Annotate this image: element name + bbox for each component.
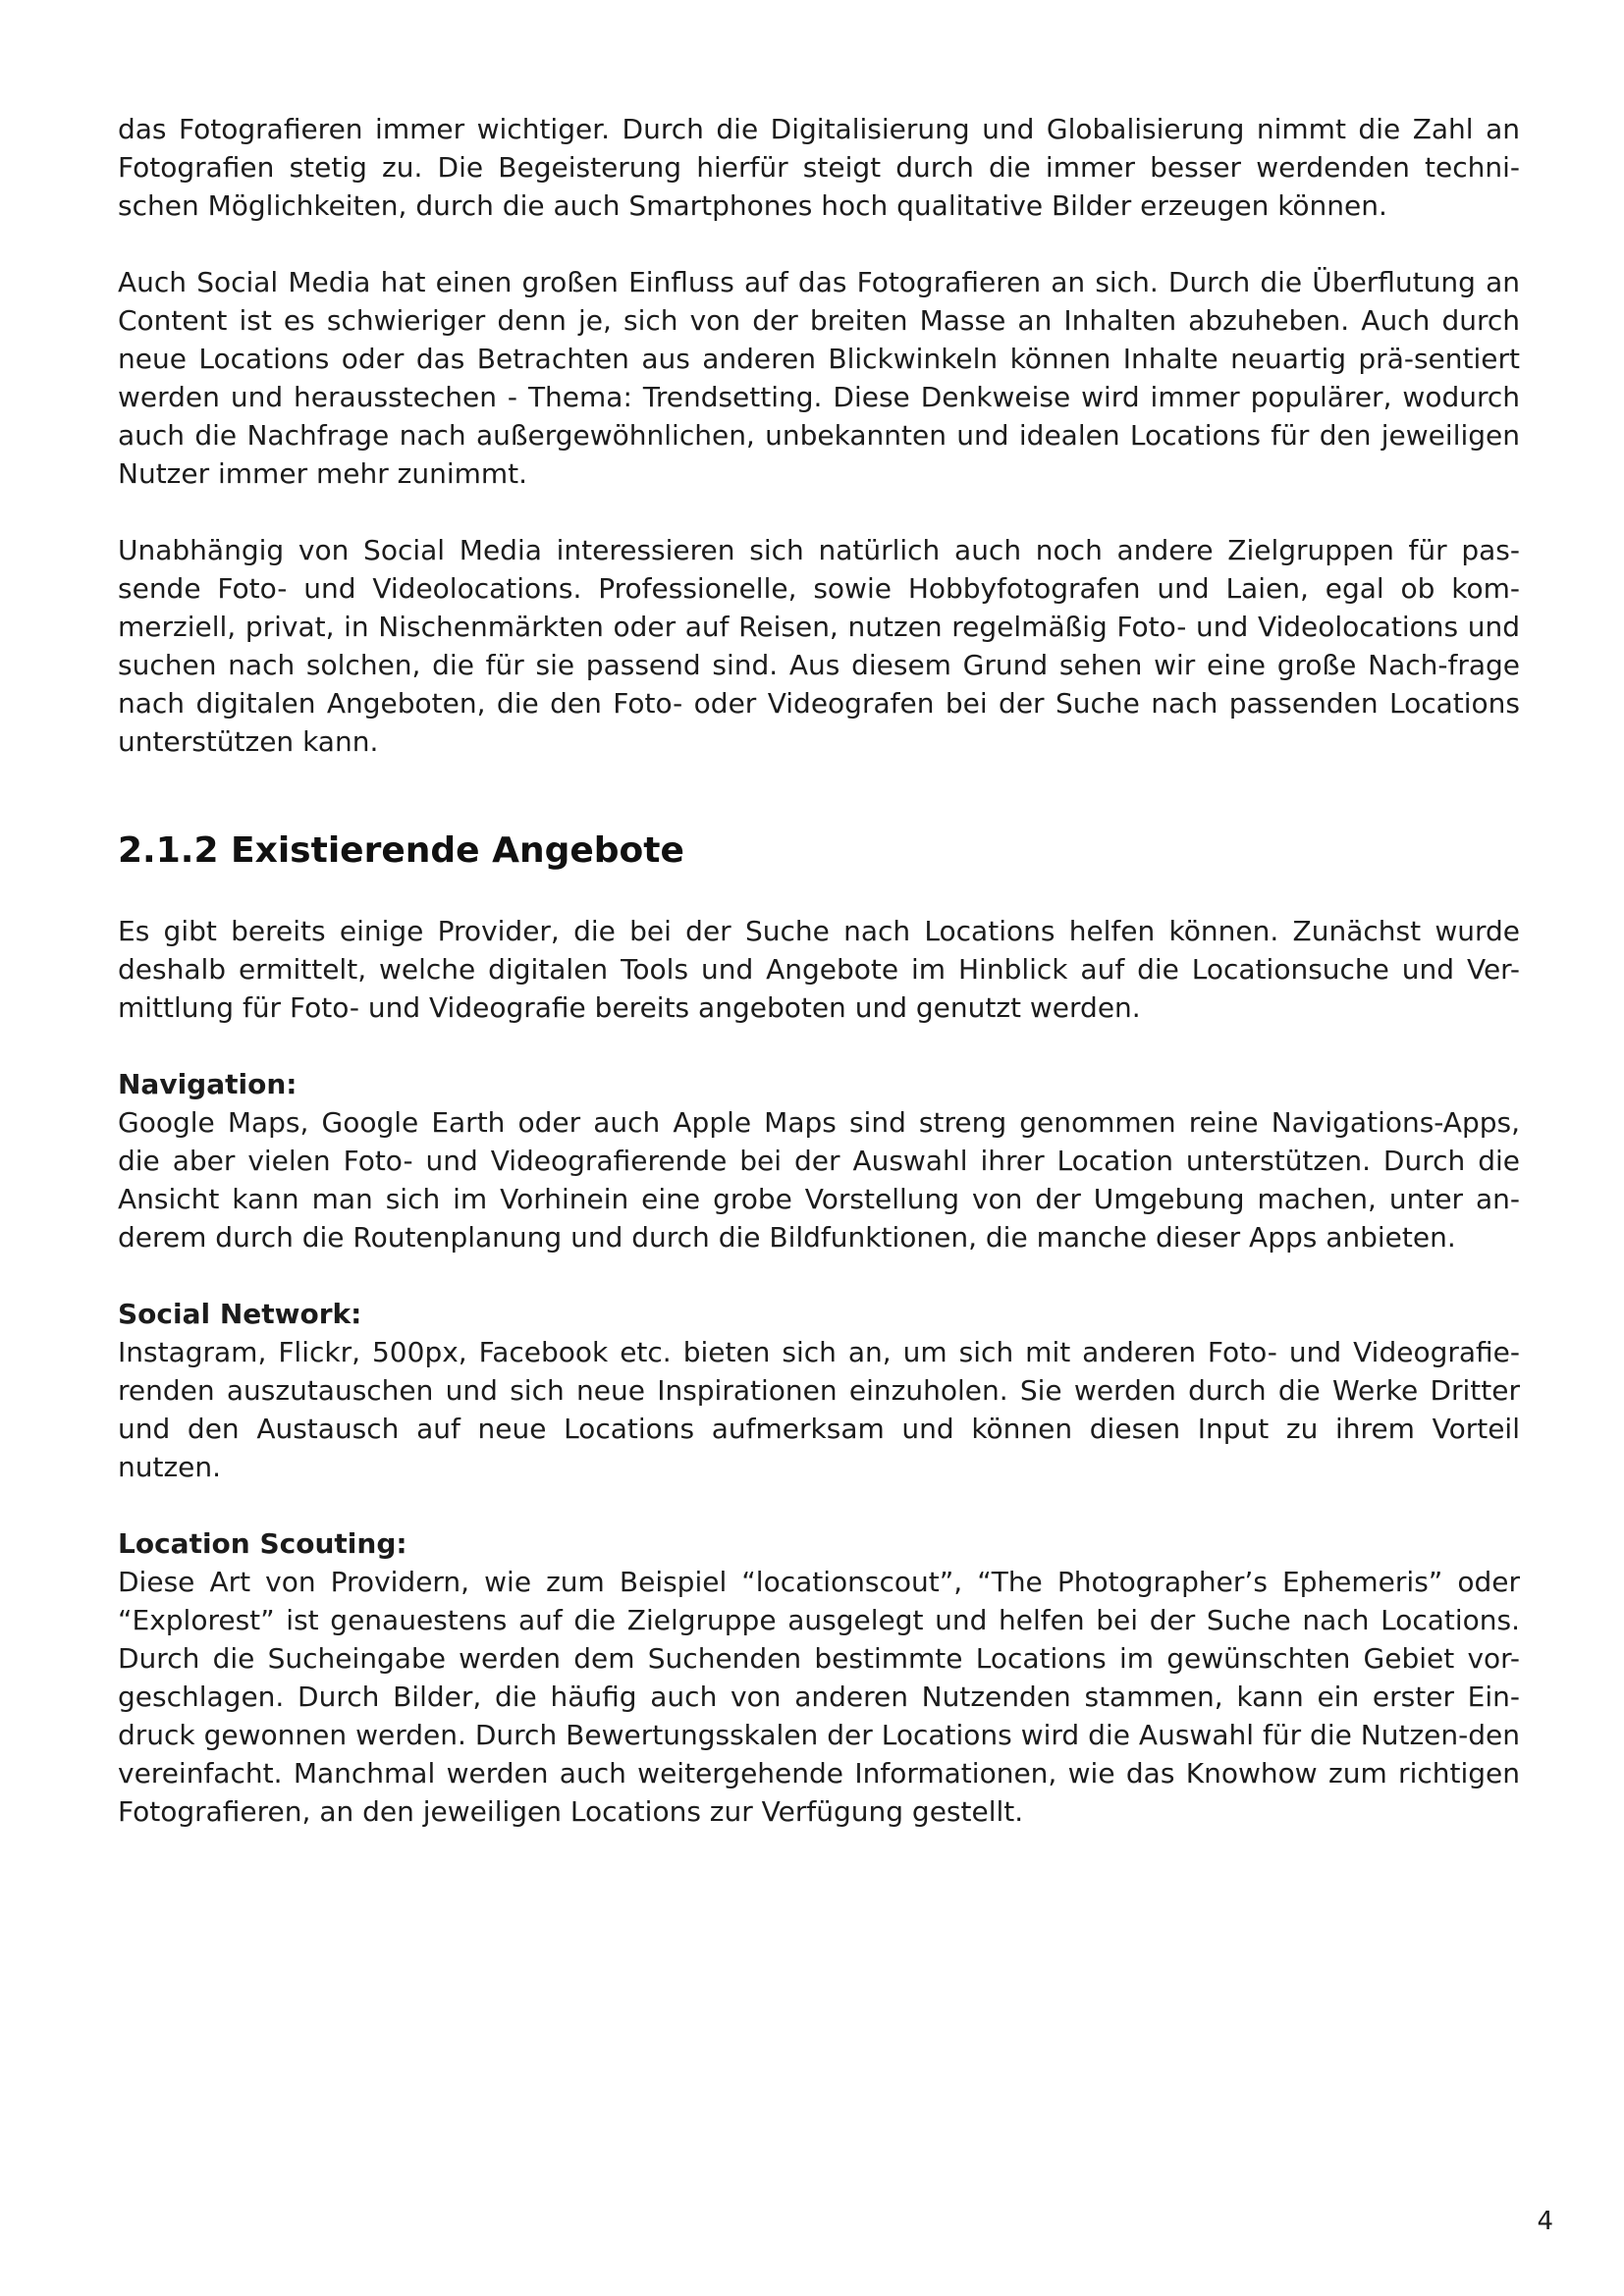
paragraph-existing-offers-intro: Es gibt bereits einige Provider, die bei der Suche nach Locations helfen können. Zunächst wurde deshalb ermittelt, welche digitalen Tools und Angebote im Hinblick auf die Locationsuche und Ver-mittlung für Foto- und Videografie bereits angeboten und genutzt werden.	[118, 915, 1520, 1024]
paragraph-social-network: Instagram, Flickr, 500px, Facebook etc. bieten sich an, um sich mit anderen Foto- und Videografie-renden auszutauschen und sich neue Inspirationen einzuholen. Sie werden durch die Werke Dritter und den Austausch auf neue Locations aufmerksam und können diesen Input zu ihrem Vorteil nutzen.	[118, 1336, 1520, 1483]
paragraph-spacer	[118, 1486, 1520, 1524]
paragraph-spacer	[118, 493, 1520, 531]
subheading-social-network: Social Network:	[118, 1298, 362, 1330]
subheading-location-scouting: Location Scouting:	[118, 1527, 407, 1560]
section-heading: 2.1.2 Existierende Angebote	[118, 830, 684, 871]
paragraph-spacer	[118, 225, 1520, 263]
paragraph-digitalization: das Fotografieren immer wichtiger. Durch die Digitalisierung und Globalisierung nimmt die Zahl an Fotografien stetig zu. Die Begeisterung hierfür steigt durch die immer besser werdenden techni-schen Möglichkeiten, durch die auch Smartphones hoch qualitative Bilder erzeugen können.	[118, 113, 1520, 222]
paragraph-location-scouting: Diese Art von Providern, wie zum Beispiel “locationscout”, “The Photographer’s Ephemeris” oder “Explorest” ist genauestens auf die Zielgruppe ausgelegt und helfen bei der Suche nach Locations. Durch die Sucheingabe werden dem Suchenden bestimmte Locations im gewünschten Gebiet vor-geschlagen. Durch Bilder, die häufig auch von anderen Nutzenden stammen, kann ein erster Ein-druck gewonnen werden. Durch Bewertungsskalen der Locations wird die Auswahl für die Nutzen-den vereinfacht. Manchmal werden auch weitergehende Informationen, wie das Knowhow zum richtigen Fotografieren, an den jeweiligen Locations zur Verfügung gestellt.	[118, 1566, 1520, 1828]
paragraph-social-media: Auch Social Media hat einen großen Einfluss auf das Fotografieren an sich. Durch die Überflutung an Content ist es schwieriger denn je, sich von der breiten Masse an Inhalten abzuheben. Auch durch neue Locations oder das Betrachten aus anderen Blickwinkeln können Inhalte neuartig prä-sentiert werden und herausstechen - Thema: Trendsetting. Diese Denkweise wird immer populärer, wodurch auch die Nachfrage nach außergewöhnlichen, unbekannten und idealen Locations für den jeweiligen Nutzer immer mehr zunimmt.	[118, 266, 1520, 490]
paragraph-navigation: Google Maps, Google Earth oder auch Apple Maps sind streng genommen reine Navigations-Apps, die aber vielen Foto- und Videografierende bei der Auswahl ihrer Location unterstützen. Durch die Ansicht kann man sich im Vorhinein eine grobe Vorstellung von der Umgebung machen, unter an-derem durch die Routenplanung und durch die Bildfunktionen, die manche dieser Apps anbieten.	[118, 1106, 1520, 1254]
document-page	[118, 110, 1520, 1831]
subheading-navigation: Navigation:	[118, 1068, 298, 1100]
paragraph-spacer	[118, 1256, 1520, 1295]
page-number: 4	[1537, 2207, 1553, 2236]
paragraph-spacer	[118, 1027, 1520, 1065]
paragraph-target-groups: Unabhängig von Social Media interessieren sich natürlich auch noch andere Zielgruppen für pas-sende Foto- und Videolocations. Professionelle, sowie Hobbyfotografen und Laien, egal ob kom-merziell, privat, in Nischenmärkten oder auf Reisen, nutzen regelmäßig Foto- und Videolocations und suchen nach solchen, die für sie passend sind. Aus diesem Grund sehen wir eine große Nach-frage nach digitalen Angeboten, die den Foto- oder Videografen bei der Suche nach passenden Locations unterstützen kann.	[118, 534, 1520, 758]
